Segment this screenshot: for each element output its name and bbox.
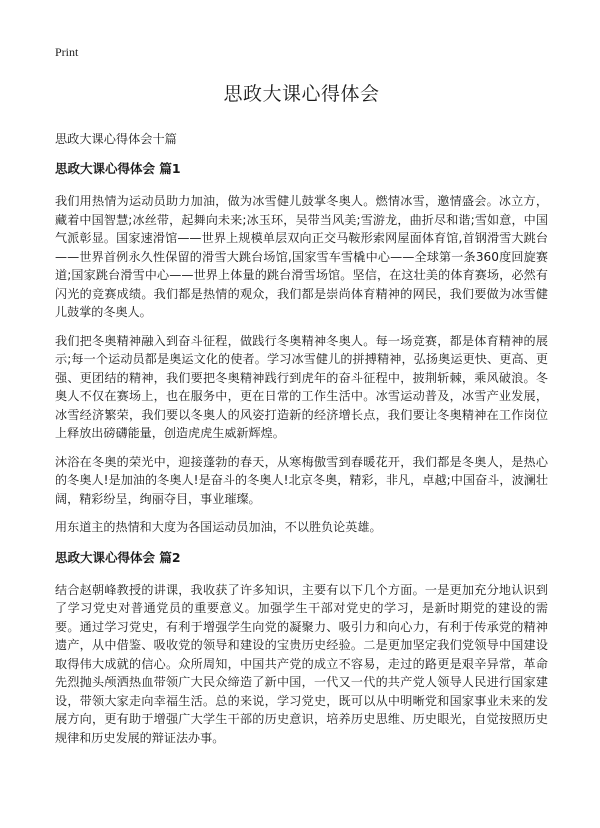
page-title: 思政大课心得体会 <box>223 83 380 105</box>
section-1-paragraph-1: 我们用热情为运动员助力加油，做为冰雪健儿鼓掌冬奥人。燃情冰雪，邀情盛会。冰立方，藏着中国智慧;冰丝带，起舞向未来;冰玉环，吴带当风美;雪游龙，曲折尽和谐;雪如意，中国气派彰显。国家速滑馆——世界上规模单层双向正交马鞍形索网屋面体育馆,首钢滑雪大跳台——世界首例永久性保留的滑雪大跳台场馆,国家雪车雪橇中心——全球第一条360度回旋赛道;国家跳台滑雪中心——世界上体量的跳台滑雪场馆。坚信，在这壮美的体育赛场，必然有闪光的竞赛成绩。我们都是热情的观众，我们都是崇尚体育精神的网民，我们要做为冰雪健儿鼓掌的冬奥人。 <box>55 194 548 319</box>
print-link[interactable]: Print <box>55 45 79 59</box>
section-heading-1: 思政大课心得体会 篇1 <box>55 161 181 176</box>
section-1-paragraph-3: 沐浴在冬奥的荣光中，迎接蓬勃的春天，从寒梅傲雪到春暖花开，我们都是冬奥人，是热心的冬奥人!是加油的冬奥人!是奋斗的冬奥人!北京冬奥，精彩，非凡，卓越;中国奋斗，波澜壮阔，精彩纷呈，绚丽夺目，事业璀璨。 <box>55 454 548 506</box>
section-heading-2: 思政大课心得体会 篇2 <box>55 549 181 565</box>
document-subtitle: 思政大课心得体会十篇 <box>55 132 177 146</box>
section-1-paragraph-4: 用东道主的热情和大度为各国运动员加油，不以胜负论英雄。 <box>55 520 382 534</box>
section-2-paragraph-1: 结合赵朝峰教授的讲课，我收获了许多知识，主要有以下几个方面。一是更加充分地认识到了学习党史对普通党员的重要意义。加强学生干部对党史的学习，是新时期党的建设的需要。通过学习党史，有利于增强学生向党的凝聚力、吸引力和向心力，有利于传承党的精神遗产，从中借鉴、吸收党的领导和建设的宝贵历史经验。二是更加坚定我们党领导中国建设取得伟大成就的信心。众所周知，中国共产党的成立不容易，走过的路更是艰辛异常，革命先烈抛头颅洒热血带领广大民众缔造了新中国，一代又一代的共产党人领导人民进行国家建设，带领大家走向幸福生活。总的来说，学习党史，既可以从中明晰党和国家事业未来的发展方向，更有助于增强广大学生干部的历史意识，培养历史思维、历史眼光，自觉按照历史规律和历史发展的辩证法办事。 <box>55 582 548 745</box>
section-1-paragraph-2: 我们把冬奥精神融入到奋斗征程，做践行冬奥精神冬奥人。每一场竞赛，都是体育精神的展示;每一个运动员都是奥运文化的使者。学习冰雪健儿的拼搏精神，弘扬奥运更快、更高、更强、更团结的精神，我们要把冬奥精神践行到虎年的奋斗征程中，披荆斩棘，乘风破浪。冬奥人不仅在赛场上，也在服务中，更在日常的工作生活中。冰雪运动普及，冰雪产业发展，冰雪经济繁荣，我们要以冬奥人的风姿打造新的经济增长点，我们要让冬奥精神在工作岗位上释放出磅礴能量，创造虎虎生威新辉煌。 <box>55 333 548 440</box>
